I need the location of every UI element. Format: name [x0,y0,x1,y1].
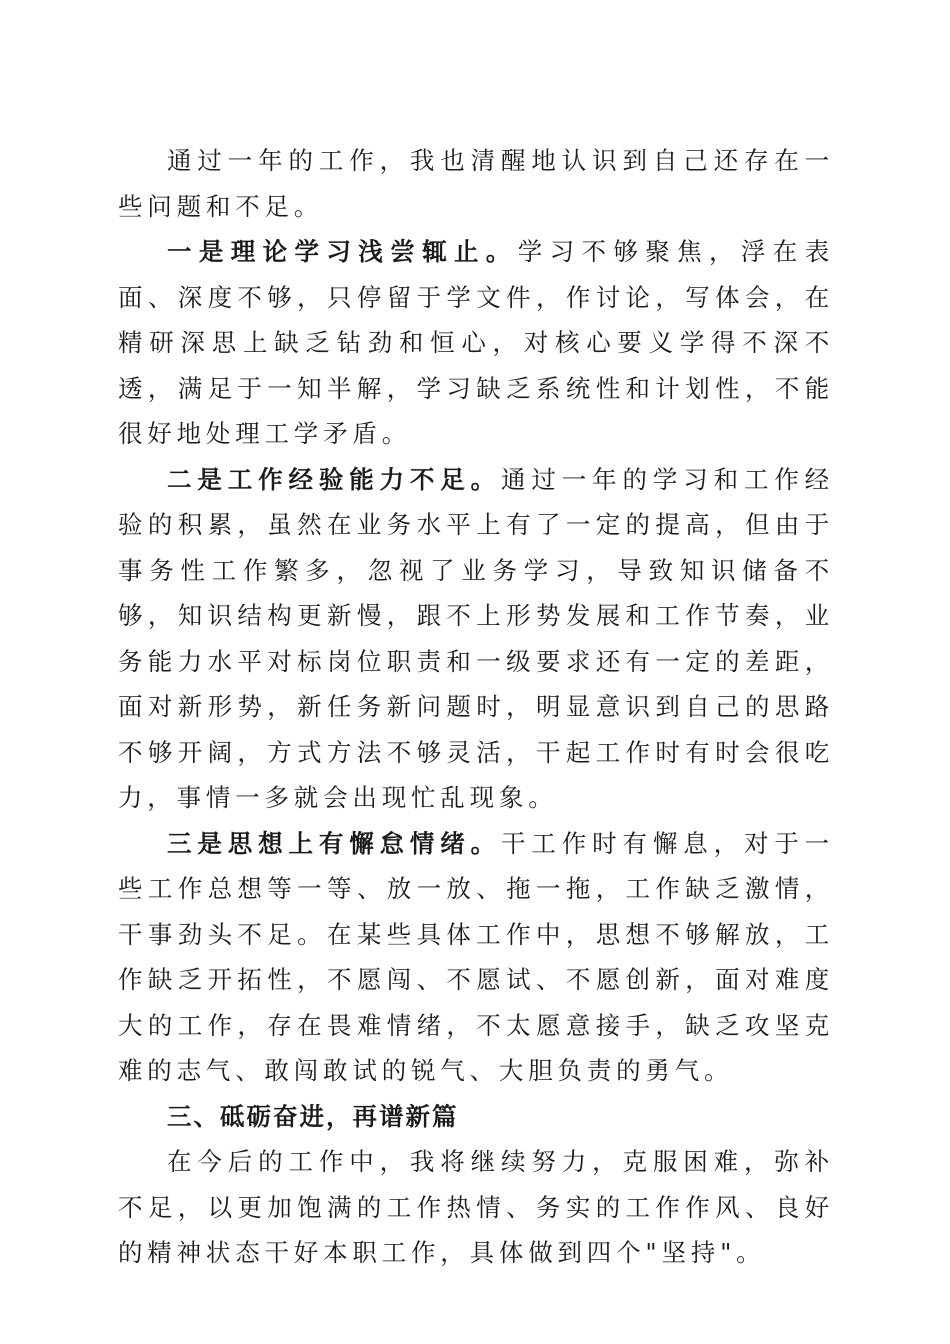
paragraph-text: 通过一年的学习和工作经验的积累，虽然在业务水平上有了一定的提高，但由于事务性工作繁多，忽视了业务学习，导致知识储备不够，知识结构更新慢，跟不上形势发展和工作节奏，业务能力水平对标岗位职责和一级要求还有一定的差距，面对新形势，新任务新问题时，明显意识到自己的思路不够开阔，方式方法不够灵活，干起工作时有时会很吃力，事情一多就会出现忙乱现象。 [118,464,834,812]
paragraph-mindset [118,821,834,1094]
paragraph-work-experience [118,457,834,821]
paragraph-lead: 二是工作经验能力不足。 [167,464,502,494]
document-page [118,138,834,1276]
paragraph-text: 学习不够聚焦，浮在表面、深度不够，只停留于学文件，作讨论，写体会，在精研深思上缺乏钻劲和恒心，对核心要义学得不深不透，满足于一知半解，学习缺乏系统性和计划性，不能很好地处理工学矛盾。 [118,237,834,448]
paragraph-theory-study [118,229,834,457]
paragraph-closing: 在今后的工作中，我将继续努力，克服困难，弥补不足，以更加饱满的工作热情、务实的工作作风、良好的精神状态干好本职工作，具体做到四个"坚持"。 [118,1147,834,1267]
paragraph-text: 干工作时有懈息，对于一些工作总想等一等、放一放、拖一拖，工作缺乏激情，干事劲头不足。在某些具体工作中，思想不够解放，工作缺乏开拓性，不愿闯、不愿试、不愿创新，面对难度大的工作，存在畏难情绪，不太愿意接手，缺乏攻坚克难的志气、敢闯敢试的锐气、大胆负责的勇气。 [118,828,834,1085]
paragraph-lead: 一是理论学习浅尝辄止。 [167,237,518,266]
paragraph-lead: 三是思想上有懈怠情绪。 [167,828,502,858]
paragraph-intro [118,138,834,229]
paragraph-text: 通过一年的工作，我也清醒地认识到自己还存在一些问题和不足。 [118,146,834,221]
section-heading: 三、砥砺奋进，再谱新篇 [167,1101,459,1131]
